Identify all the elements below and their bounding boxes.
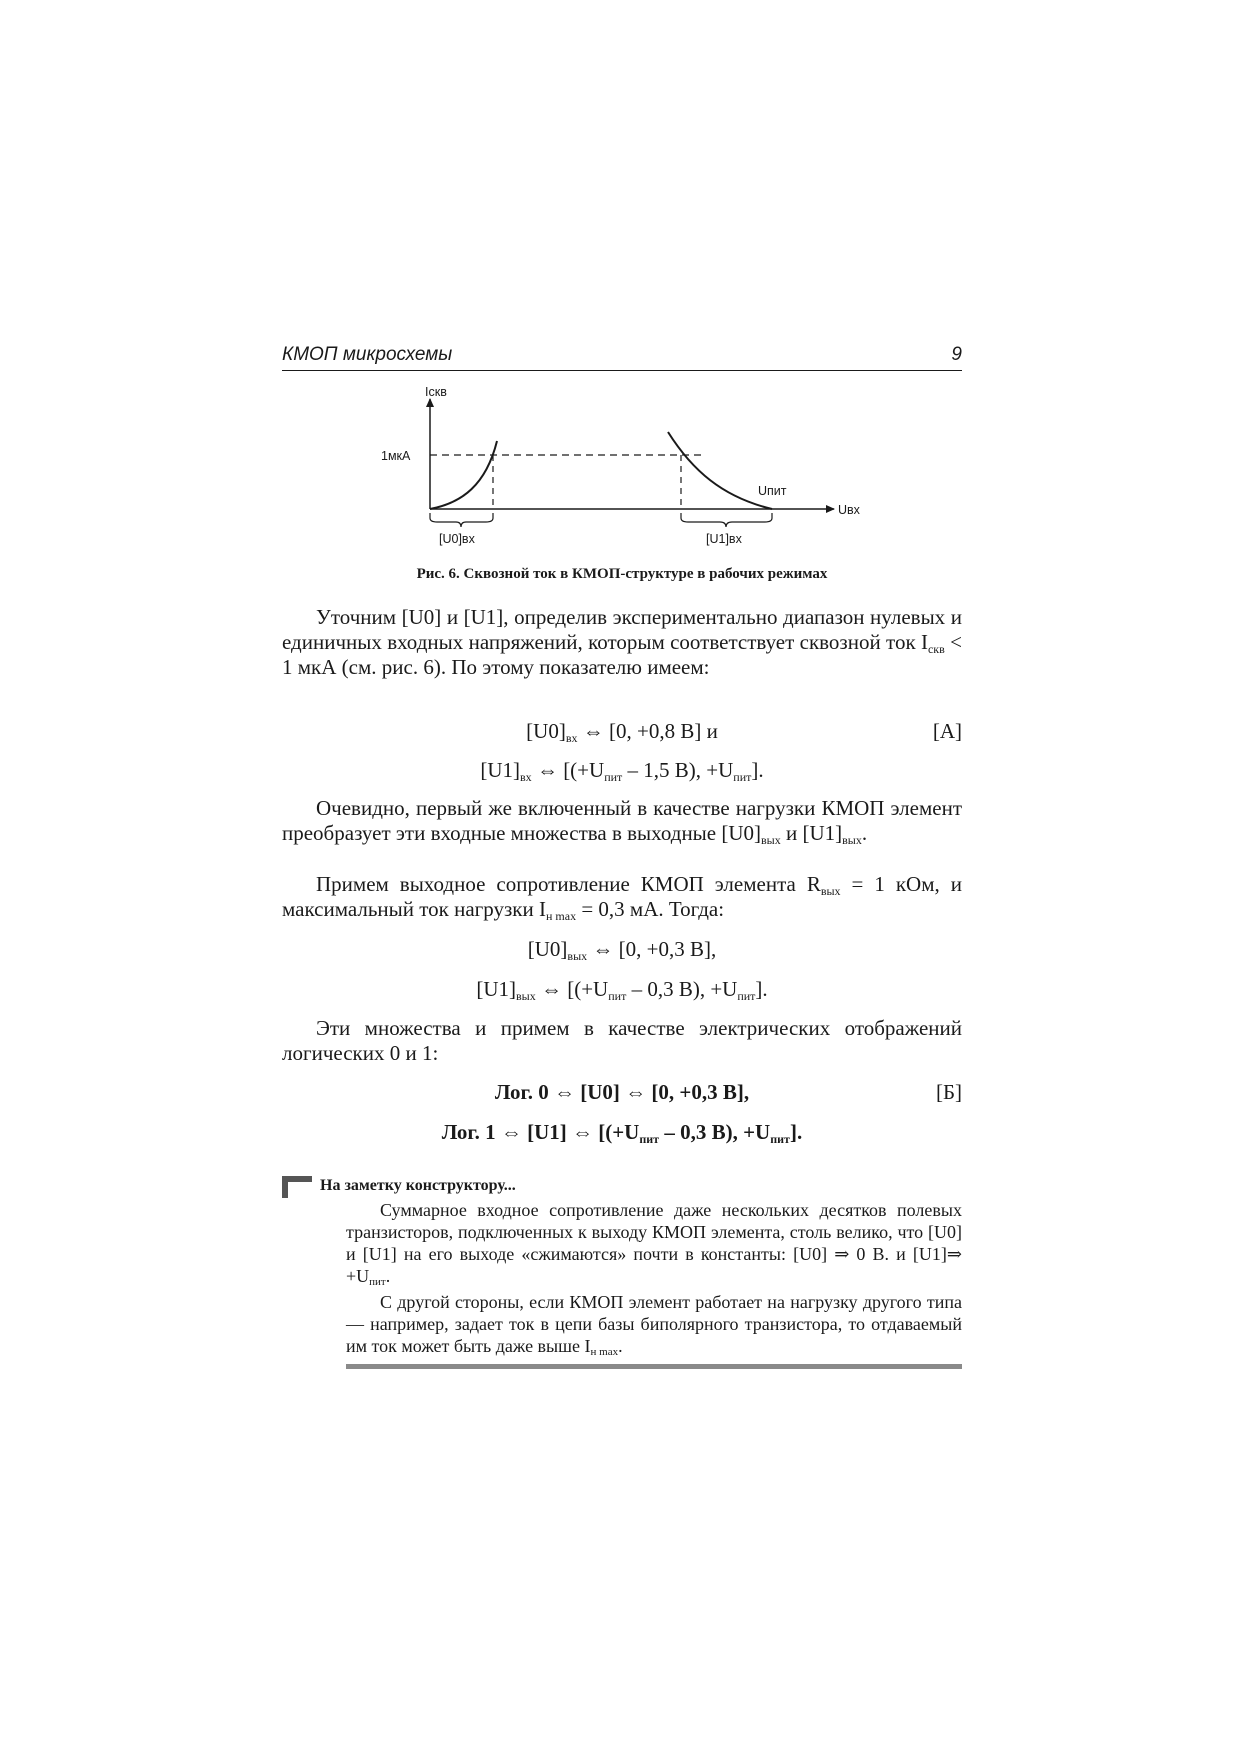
- running-header: [282, 344, 962, 371]
- note-paragraph-2: [346, 1291, 962, 1357]
- note-corner-mark: [282, 1176, 312, 1198]
- formula-tag-b: [Б]: [935, 1080, 962, 1104]
- x-axis-label: Uвх: [838, 503, 860, 517]
- header-title: КМОП микросхемы: [282, 344, 453, 365]
- formula-b-line1: Лог. 0 ⇔ [U0] ⇔ [0, +0,3 В],: [494, 1080, 750, 1104]
- fa2-sub1: вх: [520, 770, 532, 784]
- range0-label: [U0]вх: [439, 532, 475, 546]
- fa2-a: [U1]: [480, 758, 521, 782]
- p1-sub: скв: [927, 642, 945, 656]
- y-axis-label: Iскв: [425, 385, 447, 399]
- fa1-b: ⇔ [0, +0,8 В] и: [577, 719, 718, 743]
- fa1-a: [U0]: [526, 719, 566, 743]
- fo1-b: ⇔ [0, +0,3 В],: [587, 937, 717, 961]
- fb2-a: Лог. 1 ⇔ [U1] ⇔ [(+U: [441, 1120, 640, 1144]
- fo1-sub: вых: [567, 949, 588, 963]
- note-paragraph-1: [346, 1199, 962, 1287]
- np2-b: .: [618, 1336, 623, 1356]
- note-title: На заметку конструктору...: [320, 1177, 516, 1194]
- fo1-a: [U0]: [527, 937, 568, 961]
- fa2-d: ].: [751, 758, 764, 782]
- page-number: 9: [951, 344, 962, 365]
- p1-text-b: < 1 мкА (см. рис. 6). По этому показателю имеем:: [282, 630, 962, 679]
- formula-a-line1: [282, 718, 962, 744]
- fa2-sub2: пит: [604, 770, 623, 784]
- p3-b: = 1 кОм, и максимальный ток нагрузки I: [282, 872, 962, 921]
- supply-label: Uпит: [758, 484, 787, 498]
- fo2-b: ⇔ [(+U: [535, 977, 609, 1001]
- u0-range-bracket: [430, 513, 493, 527]
- fb2-sub2: пит: [770, 1132, 790, 1146]
- fa2-sub3: пит: [733, 770, 752, 784]
- p3-sub2: н max: [545, 909, 577, 923]
- fa2-b: ⇔ [(+U: [531, 758, 605, 782]
- p2-a: Очевидно, первый же включенный в качестве нагрузки КМОП элемент преобразует эти входные множества в выходные [U0]: [282, 796, 962, 845]
- np1-b: .: [385, 1266, 391, 1286]
- fa2-c: – 1,5 В), +U: [622, 758, 734, 782]
- left-current-curve: [430, 441, 497, 509]
- note-bottom-rule: [346, 1364, 962, 1369]
- figure-6: [282, 385, 962, 555]
- p2-mid: и [U1]: [780, 821, 843, 845]
- fb2-b: – 0,3 В), +U: [659, 1120, 771, 1144]
- p2-b: .: [861, 821, 868, 845]
- formula-tag-a: [А]: [932, 719, 962, 743]
- formula-a-line2: [282, 757, 962, 783]
- fo2-a: [U1]: [476, 977, 516, 1001]
- through-current-diagram: [282, 385, 962, 555]
- np1-sub: пит: [369, 1276, 386, 1288]
- p1-text-a: Уточним [U0] и [U1], определив экспериментально диапазон нулевых и единичных входных напряжений, которым соответствует сквозной ток I: [282, 605, 962, 654]
- formula-out-line1: [282, 936, 962, 962]
- fo2-d: ].: [755, 977, 768, 1001]
- level-label: 1мкА: [381, 449, 411, 463]
- p3-c: = 0,3 мА. Тогда:: [576, 897, 725, 921]
- right-current-curve: [668, 432, 772, 509]
- p3-sub1: вых: [820, 884, 841, 898]
- p2-sub1: вых: [761, 833, 781, 847]
- np2-a: С другой стороны, если КМОП элемент работает на нагрузку другого типа — например, задает ток в цепи базы биполярного транзистора, то отдаваемый им ток может быть даже выше I: [346, 1292, 962, 1356]
- np1-a: Суммарное входное сопротивление даже нескольких десятков полевых транзисторов, подключенных к выходу КМОП элемента, столь велико, что [U0] и [U1] на его выходе «сжимаются» почти в константы: [U0] ⇒ 0 В. и [U1]⇒ +U: [346, 1200, 962, 1286]
- range1-label: [U1]вх: [706, 532, 742, 546]
- u1-range-bracket: [681, 513, 772, 527]
- fb2-c: ].: [789, 1120, 803, 1144]
- formula-out-line2: [282, 976, 962, 1002]
- formula-b-line2: [282, 1119, 962, 1145]
- p3-a: Примем выходное сопротивление КМОП элемента R: [316, 872, 821, 896]
- fo2-c: – 0,3 В), +U: [626, 977, 738, 1001]
- p2-sub2: вых: [842, 833, 862, 847]
- figure-caption: Рис. 6. Сквозной ток в КМОП-структуре в рабочих режимах: [416, 566, 828, 582]
- paragraph-4: Эти множества и примем в качестве электрических отображений логических 0 и 1:: [282, 1016, 962, 1065]
- np2-sub: н max: [590, 1346, 619, 1358]
- fa1-sub: вх: [565, 731, 578, 745]
- fo2-sub1: вых: [515, 989, 536, 1003]
- fb2-sub1: пит: [639, 1132, 660, 1146]
- paragraph-1: [282, 605, 962, 680]
- paragraph-2: [282, 796, 962, 846]
- fo2-sub3: пит: [737, 989, 756, 1003]
- paragraph-3: [282, 872, 962, 922]
- fo2-sub2: пит: [608, 989, 627, 1003]
